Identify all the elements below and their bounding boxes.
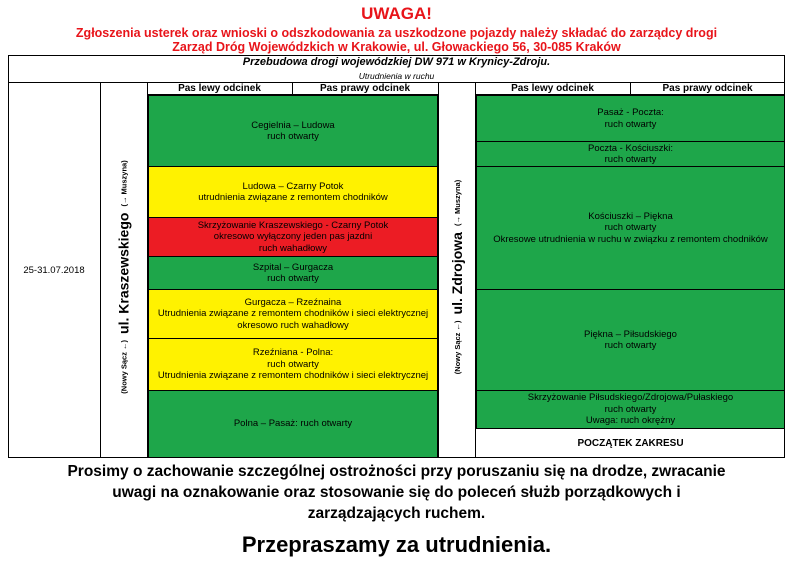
segment-text bbox=[251, 120, 334, 143]
segment-line: Okresowe utrudnienia w ruchu w związku z remontem chodników bbox=[493, 233, 768, 245]
segment-line: ruch otwarty bbox=[267, 273, 319, 284]
segment-line: ruch otwarty bbox=[604, 222, 657, 234]
warning-title: UWAGA! bbox=[361, 4, 432, 23]
right-lane-header-a: Pas prawy odcinek bbox=[292, 83, 438, 95]
segment-line: Uwaga: ruch okrężny bbox=[585, 415, 676, 427]
notice-line-2: Zarząd Dróg Wojewódzkich w Krakowie, ul. Głowackiego 56, 30-085 Kraków bbox=[172, 40, 621, 54]
segment-line: Ludowa – Czarny Potok bbox=[242, 180, 344, 192]
start-of-range-label: POCZĄTEK ZAKRESU bbox=[476, 428, 785, 458]
segment-line: ruch wahadłowy bbox=[258, 242, 328, 254]
street-name-left: ul. Kraszewskiego bbox=[116, 212, 133, 334]
left-lane-header-b: Pas lewy odcinek bbox=[475, 83, 631, 95]
direction-from-right: (Nowy Sącz ←) bbox=[452, 319, 462, 374]
segment-line: Szpital – Gurgacza bbox=[252, 261, 334, 273]
segment-text bbox=[234, 418, 352, 430]
segment-line: ruch otwarty bbox=[604, 403, 657, 415]
segment-line: okresowo ruch wahadłowy bbox=[237, 319, 349, 331]
segment-text bbox=[528, 392, 733, 427]
right-lane-header-b: Pas prawy odcinek bbox=[630, 83, 785, 95]
segment-line: Pasaż - Poczta: bbox=[597, 107, 664, 118]
segment-cegielnia-ludowa bbox=[148, 95, 438, 167]
segment-szpital-gurgacza bbox=[148, 256, 438, 290]
segment-line: Gurgacza – Rzeźnaina bbox=[244, 296, 342, 308]
left-lane-header-a: Pas lewy odcinek bbox=[147, 83, 293, 95]
segment-line: ruch otwarty bbox=[604, 154, 657, 165]
segment-skrzyzowanie-pilsudskiego bbox=[476, 390, 785, 429]
segment-text bbox=[198, 220, 389, 255]
street-name-right: ul. Zdrojowa bbox=[449, 231, 466, 314]
segment-line: Cegielnia – Ludowa bbox=[251, 119, 335, 131]
direction-from-left: (Nowy Sącz ←) bbox=[119, 339, 129, 394]
segment-skrzyzowanie-czarny-potok bbox=[148, 217, 438, 257]
segment-line: Utrudnienia związane z remontem chodników i sieci elektrycznej bbox=[157, 308, 429, 320]
footer-line-1: Prosimy o zachowanie szczególnej ostrożności przy poruszaniu się na drodze, zwracanie bbox=[67, 463, 726, 480]
segment-line: Kościuszki – Piękna bbox=[588, 210, 673, 222]
date-range: 25-31.07.2018 bbox=[23, 265, 85, 276]
direction-to-right: (→ Muszyna) bbox=[452, 179, 462, 226]
segment-gurgacza-rzezniana bbox=[148, 289, 438, 339]
segment-line: Poczta - Kościuszki: bbox=[588, 142, 673, 154]
footer-line-3: zarządzających ruchem. bbox=[307, 505, 486, 522]
segment-line: ruch otwarty bbox=[267, 131, 319, 142]
segment-line: Polna – Pasaż: ruch otwarty bbox=[233, 418, 353, 430]
segment-line: ruch otwarty bbox=[604, 118, 657, 130]
segment-line: okresowo wyłączony jeden pas jazdni bbox=[213, 231, 373, 243]
segment-piekna-pilsudskiego bbox=[476, 289, 785, 391]
segment-ludowa-czarny-potok bbox=[148, 166, 438, 218]
segment-line: Piękna – Piłsudskiego bbox=[584, 328, 677, 340]
notice-line-1: Zgłoszenia usterek oraz wnioski o odszkodowania za uszkodzone pojazdy należy składać do zarządcy drogi bbox=[75, 26, 718, 40]
segment-text bbox=[588, 143, 673, 166]
segment-line: Skrzyżowanie Kraszewskiego - Czarny Potok bbox=[197, 219, 389, 231]
apology-text: Przepraszamy za utrudnienia. bbox=[241, 532, 552, 557]
street-label-zdrojowa bbox=[439, 95, 475, 458]
segment-kosciuszki-piekna bbox=[476, 166, 785, 290]
segment-line: ruch otwarty bbox=[267, 358, 319, 370]
segment-text bbox=[198, 181, 388, 204]
segment-text bbox=[597, 107, 664, 130]
segment-rzezniana-polna bbox=[148, 338, 438, 391]
project-title: Przebudowa drogi wojewódzkiej DW 971 w Krynicy-Zdroju. bbox=[242, 56, 551, 68]
segment-text bbox=[158, 297, 428, 332]
project-subtitle: Utrudnienia w ruchu bbox=[358, 71, 435, 81]
direction-to-left: (→ Muszyna) bbox=[119, 159, 129, 207]
segment-line: Utrudnienia związane z remontem chodników i sieci elektrycznej bbox=[157, 370, 429, 382]
street-label-kraszewskiego bbox=[101, 95, 147, 458]
segment-line: Rzeźniana - Polna: bbox=[252, 347, 334, 359]
segment-text bbox=[253, 262, 333, 285]
segment-line: utrudnienia związane z remontem chodników bbox=[198, 192, 388, 203]
segment-line: Skrzyżowanie Piłsudskiego/Zdrojowa/Pułaskiego bbox=[527, 392, 734, 404]
segment-line: ruch otwarty bbox=[604, 340, 657, 351]
segment-text bbox=[158, 347, 428, 382]
segment-text bbox=[493, 211, 768, 246]
footer-line-2: uwagi na oznakowanie oraz stosowanie się do poleceń służb porządkowych i bbox=[112, 484, 681, 501]
segment-pasaz-poczta bbox=[476, 95, 785, 142]
segment-poczta-kosciuszki bbox=[476, 141, 785, 167]
segment-text bbox=[584, 329, 677, 352]
segment-polna-pasaz bbox=[148, 390, 438, 458]
